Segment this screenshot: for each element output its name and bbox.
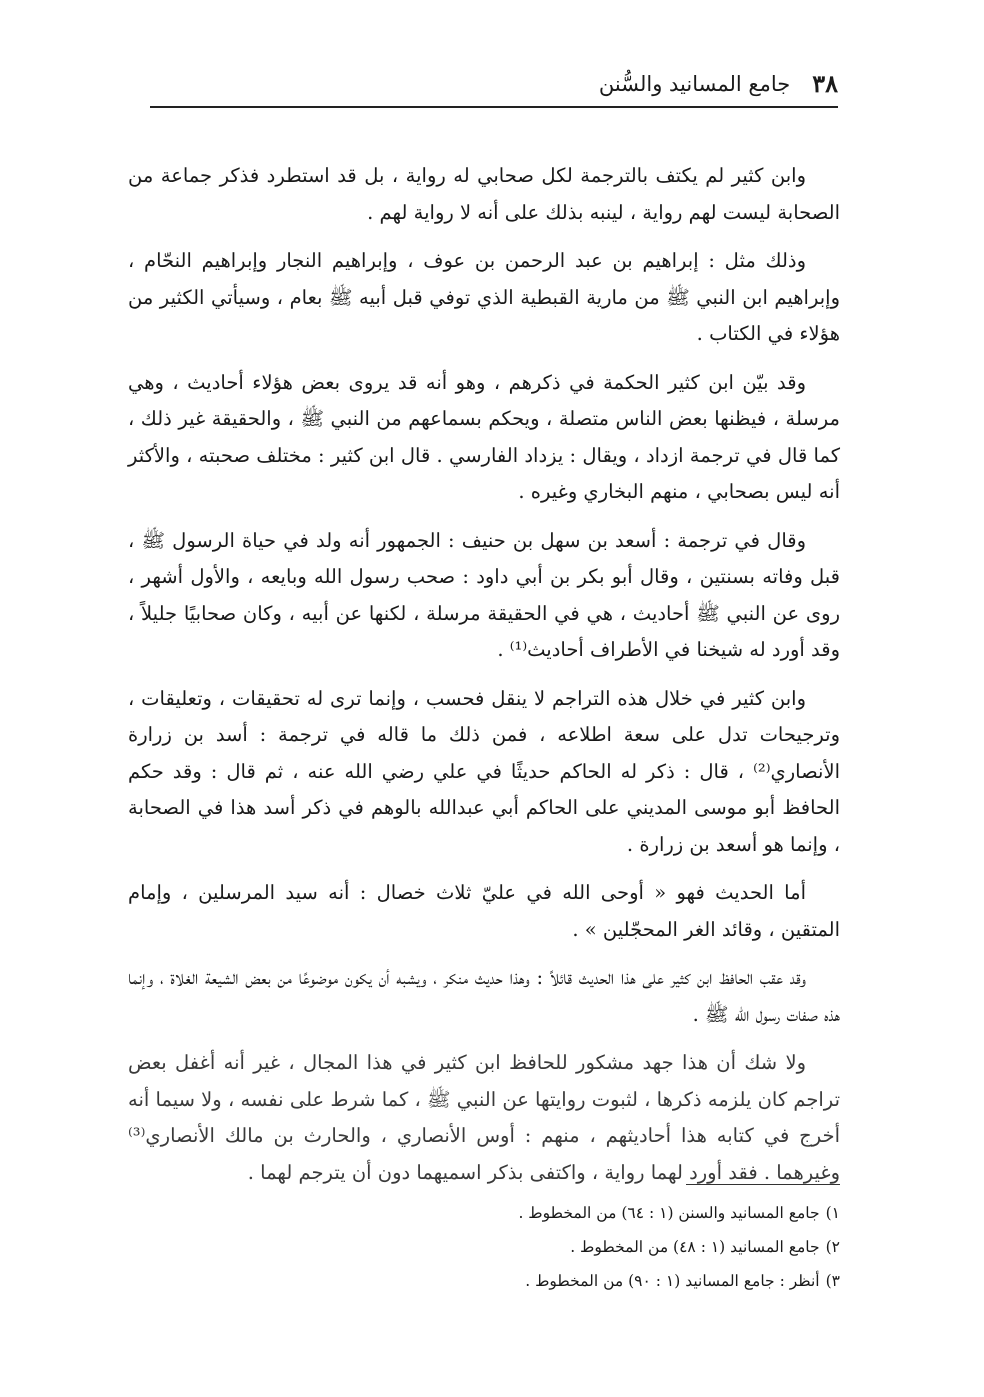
running-title: جامع المسانيد والسُّنن — [598, 72, 791, 96]
paragraph: وابن كثير لم يكتف بالترجمة لكل صحابي له رواية ، بل قد استطرد فذكر جماعة من الصحابة ليست لهم رواية ، لينبه بذلك على أنه لا رواية لهم . — [128, 164, 840, 224]
page-number: ٣٨ — [812, 69, 838, 98]
footnote-divider — [686, 1184, 840, 1185]
footnote — [300, 1230, 840, 1264]
footnote-number: ٣) — [825, 1272, 840, 1290]
footnote-text: جامع المسانيد (١ : ٤٨) من المخطوط . — [570, 1238, 820, 1256]
paragraph: وقد عقب الحافظ ابن كثير على هذا الحديث قائلاً : وهذا حديث منكر ، ويشبه أن يكون موضوعًا من بعض الشيعة الغلاة ، وإنما هذه صفات رسول الله ﷺ . — [128, 966, 840, 1026]
footnote-text: جامع المسانيد والسنن (١ : ٦٤) من المخطوط . — [518, 1204, 820, 1222]
footnote-number: ١) — [825, 1204, 840, 1222]
footnotes — [300, 1196, 840, 1298]
paragraph: وقال في ترجمة : أسعد بن سهل بن حنيف : الجمهور أنه ولد في حياة الرسول ﷺ ، قبل وفاته بسنتين ، وقال أبو بكر بن أبي داود : صحب رسول الله وبايعه ، والأول أشهر ، روى عن النبي ﷺ أحاديث ، هي في الحقيقة مرسلة ، لكنها عن أبيه ، وكان صحابيًا جليلاً ، وقد أورد له شيخنا في الأطراف أحاديث⁽¹⁾ . — [128, 528, 840, 661]
paragraph: ولا شك أن هذا جهد مشكور للحافظ ابن كثير في هذا المجال ، غير أنه أغفل بعض تراجم كان يلزمه ذكرها ، لثبوت روايتها عن النبي ﷺ ، كما شرط على نفسه ، ولا سيما أنه أخرج في كتابه هذا أحاديثهم ، منهم : أوس الأنصاري ، والحارث بن مالك الأنصاري⁽³⁾ وغيرهما . فقد أورد لهما رواية ، واكتفى بذكر اسميهما دون أن يترجم لهما . — [128, 1051, 840, 1184]
body-text — [128, 158, 840, 1203]
footnote — [300, 1264, 840, 1298]
paragraph: وابن كثير في خلال هذه التراجم لا ينقل فحسب ، وإنما ترى له تحقيقات ، وتعليقات ، وترجيحات تدل على سعة اطلاعه ، فمن ذلك ما قاله في ترجمة : أسد بن زرارة الأنصاري⁽²⁾ ، قال : ذكر له الحاكم حديثًا في علي رضي الله عنه ، ثم قال : وقد حكم الحافظ أبو موسى المديني على الحاكم أبي عبدالله بالوهم في ذكر أسد هذا في الصحابة ، وإنما هو أسعد بن زرارة . — [128, 686, 840, 856]
paragraph: وقد بيّن ابن كثير الحكمة في ذكرهم ، وهو أنه قد يروى بعض هؤلاء أحاديث ، وهي مرسلة ، فيظنها بعض الناس متصلة ، ويحكم بسماعهم من النبي ﷺ ، والحقيقة غير ذلك ، كما قال في ترجمة ازداد ، ويقال : يزداد الفارسي . قال ابن كثير : مختلف صحبته ، والأكثر أنه ليس بصحابي ، منهم البخاري وغيره . — [128, 370, 840, 503]
footnote-number: ٢) — [825, 1238, 840, 1256]
header-divider — [150, 106, 838, 108]
paragraph: أما الحديث فهو « أوحى الله في عليّ ثلاث خصال : أنه سيد المرسلين ، وإمام المتقين ، وقائد الغر المحجّلين » . — [128, 881, 840, 941]
footnote-text: أنظر : جامع المسانيد (١ : ٩٠) من المخطوط . — [525, 1272, 820, 1290]
footnote — [300, 1196, 840, 1230]
paragraph: وذلك مثل : إبراهيم بن عبد الرحمن بن عوف ، وإبراهيم النجار وإبراهيم النحّام ، وإبراهيم ابن النبي ﷺ من مارية القبطية الذي توفي قبل أبيه ﷺ بعام ، وسيأتي الكثير من هؤلاء في الكتاب . — [128, 249, 840, 345]
page-header — [150, 60, 838, 104]
